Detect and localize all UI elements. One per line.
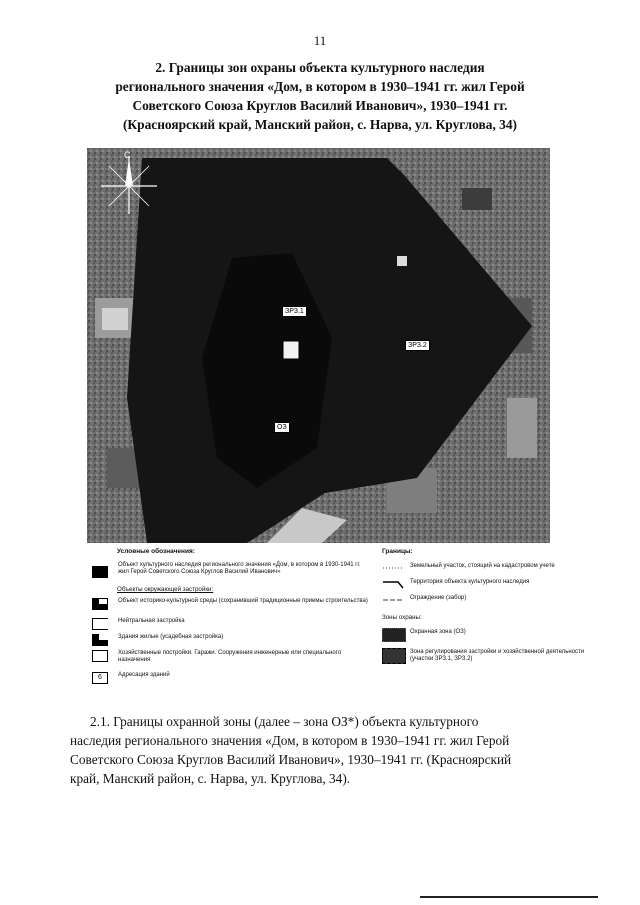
heritage-object-swatch bbox=[92, 566, 108, 578]
address-badge: 6 bbox=[92, 672, 108, 684]
map-legend bbox=[92, 548, 585, 693]
legend-item-label: Хозяйственные постройки. Гаражи. Сооружения инженерные или специального назначения bbox=[118, 650, 342, 663]
zone-map bbox=[87, 148, 550, 543]
legend-item-label: Ограждение (забор) bbox=[410, 595, 467, 601]
legend-item-label: Территория объекта культурного наследия bbox=[410, 579, 530, 585]
building-shape bbox=[102, 308, 128, 330]
paragraph-line: Советского Союза Круглов Василий Иванович», 1930–1941 гг. (Красноярский bbox=[70, 752, 512, 767]
heritage-object-building bbox=[283, 341, 299, 359]
legend-subheading: Объекты окружающей застройки: bbox=[117, 586, 214, 593]
legend-item-label: Адресация зданий bbox=[118, 672, 170, 678]
outbuilding-swatch bbox=[92, 650, 108, 662]
compass-letter: С bbox=[124, 150, 131, 160]
title-line: Советского Союза Круглов Василий Иванович», 1930–1941 гг. bbox=[132, 98, 508, 113]
building-shape bbox=[462, 188, 492, 210]
regulation-zone-swatch bbox=[382, 648, 406, 664]
building-shape bbox=[397, 256, 407, 266]
page-number: 11 bbox=[313, 33, 327, 48]
legend-item-label: Здания жилые (усадебная застройка) bbox=[118, 634, 224, 640]
heritage-territory-border-icon bbox=[382, 578, 404, 590]
title-line: регионального значения «Дом, в котором в 1930–1941 гг. жил Герой bbox=[115, 79, 525, 94]
zone-label-zrz1: ЗРЗ.1 bbox=[282, 306, 307, 317]
legend-item-label: Земельный участок, стоящий на кадастровом учете bbox=[410, 563, 555, 569]
residential-building-swatch bbox=[92, 634, 108, 646]
cultural-environment-swatch bbox=[92, 598, 108, 610]
legend-item-label: Зона регулирования застройки и хозяйственной деятельности (участки ЗРЗ.1, ЗРЗ.2) bbox=[410, 649, 585, 662]
paragraph-line: край, Манский район, с. Нарва, ул. Круглова, 34). bbox=[70, 771, 351, 786]
zone-label-oz: ОЗ bbox=[274, 422, 290, 433]
neutral-building-swatch bbox=[92, 618, 108, 630]
body-paragraph bbox=[70, 712, 580, 788]
legend-item-label: Объект историко-культурной среды (сохранивший традиционные приемы строительства) bbox=[118, 598, 368, 604]
footer-divider bbox=[420, 896, 598, 898]
zones-heading: Зоны охраны: bbox=[382, 614, 422, 621]
aerial-map-image bbox=[87, 148, 550, 543]
paragraph-line: наследия регионального значения «Дом, в котором в 1930–1941 гг. жил Герой bbox=[70, 733, 510, 748]
zone-label-zrz2: ЗРЗ.2 bbox=[405, 340, 430, 351]
building-shape bbox=[507, 398, 537, 458]
fence-border-icon bbox=[382, 594, 404, 606]
legend-item-label: Объект культурного наследия регионального значения «Дом, в котором в 1930-1941 гг. жил Герой Советского Союза Круглов Василий Иванович» bbox=[118, 562, 361, 575]
title-line: 2. Границы зон охраны объекта культурного наследия bbox=[155, 60, 485, 75]
security-zone-swatch bbox=[382, 628, 406, 642]
section-title bbox=[60, 58, 580, 134]
legend-item-label: Охранная зона (ОЗ) bbox=[410, 629, 466, 635]
legend-item-label: Нейтральная застройка bbox=[118, 618, 185, 624]
title-line: (Красноярский край, Манский район, с. Нарва, ул. Круглова, 34) bbox=[122, 117, 518, 132]
paragraph-line: 2.1. Границы охранной зоны (далее – зона ОЗ*) объекта культурного bbox=[90, 714, 479, 729]
legend-heading: Условные обозначения: bbox=[117, 548, 195, 555]
borders-heading: Границы: bbox=[382, 548, 413, 555]
cadastral-border-icon bbox=[382, 562, 404, 574]
